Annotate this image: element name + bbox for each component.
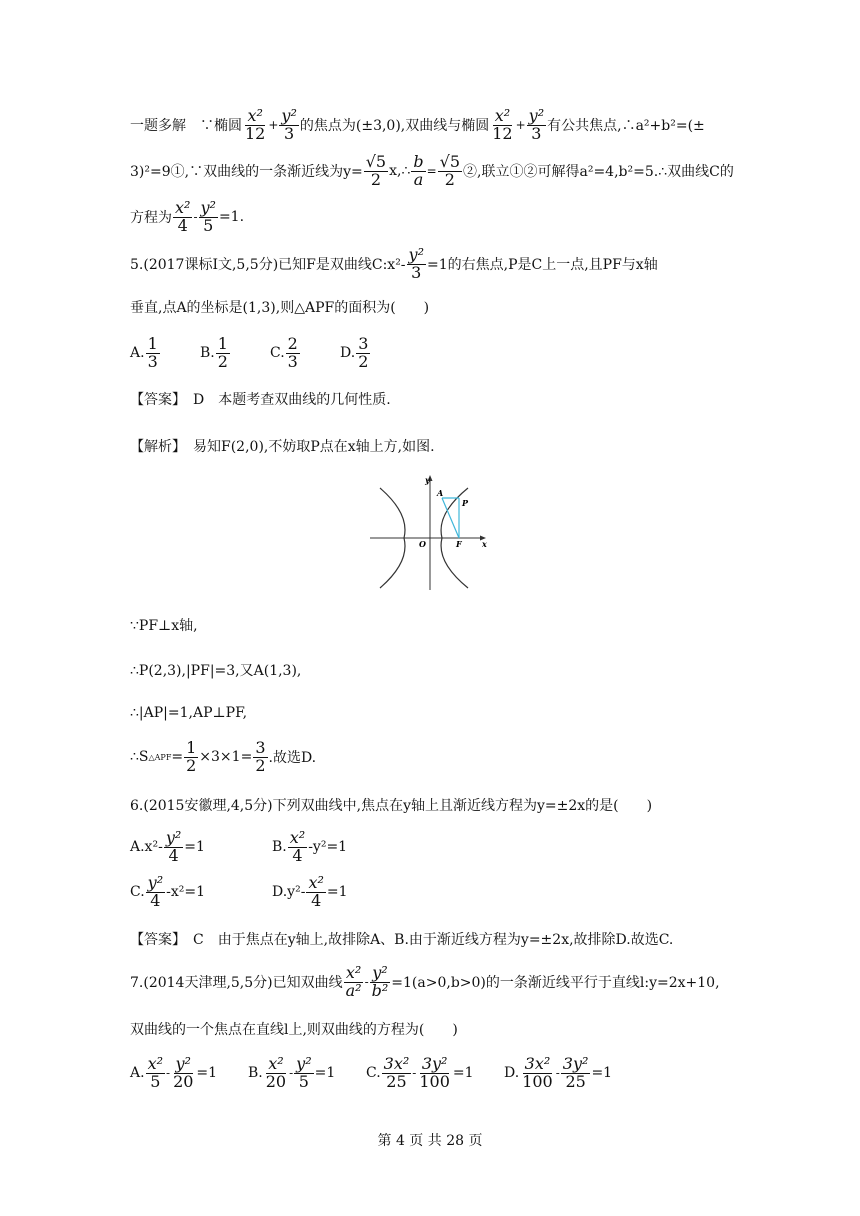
frac-x2-12: $\frac{\text{x²}}{12}$ [245, 106, 266, 143]
label-y: y [425, 475, 430, 485]
q6-stem: 6.(2015安徽理,4,5分)下列双曲线中,焦点在y轴上且渐近线方程为y=±2x的是( ) [130, 798, 653, 814]
q7-stem-line-1: 7.(2014天津理,5,5分)已知双曲线 $\frac{\text{x²}}{\text{a²}}$ - $\frac{\text{y²}}{\text{b²}}$ =1(a>0,b>0)的一条渐近线平行于直线l:y=2x+10, [130, 963, 720, 1000]
q7-options [130, 1056, 612, 1091]
q5-stem-line-1: 5.(2017课标Ⅰ文,5,5分)已知F是双曲线C:x²- $\frac{\text{y²}}{3}$ =1的右焦点,P是C上一点,且PF与x轴 [130, 245, 658, 282]
label-o: O [419, 539, 426, 549]
q6-option-a: A.x²- $\frac{\text{y²}}{4}$ =1 [130, 828, 205, 865]
label-f: F [456, 539, 462, 549]
label-a: A [437, 488, 444, 498]
intro-line-3: 方程为 $\frac{\text{x²}}{4}$ - $\frac{\text{y²}}{5}$ =1. [130, 198, 245, 235]
q5-answer: 【答案】 D 本题考查双曲线的几何性质. [130, 392, 391, 408]
q5-step-4: ∴S △APF = $\frac{1}{2}$ ×3×1= $\frac{3}{2}$ .故选D. [130, 738, 317, 775]
page-footer: 第 4 页 共 28 页 [377, 1133, 483, 1149]
q6-options-row-2 [130, 875, 348, 910]
q5-step-1: ∵PF⊥x轴, [130, 618, 198, 634]
q5-stem-line-2: 垂直,点A的坐标是(1,3),则△APF的面积为( ) [130, 300, 430, 316]
triangle-apf [442, 498, 459, 538]
q6-option-c: C. $\frac{\text{y²}}{4}$ -x²=1 [130, 873, 206, 910]
q7-stem-line-2: 双曲线的一个焦点在直线l上,则双曲线的方程为( ) [130, 1022, 458, 1038]
q5-step-2: ∴P(2,3),|PF|=3,又A(1,3), [130, 663, 302, 679]
q5-option-a: A. $\frac{1}{3}$ [130, 334, 158, 371]
q6-options-row-1 [130, 830, 347, 865]
intro-line-1: 一题多解 ∵椭圆 $\frac{\text{x²}}{12}$ + $\frac{\text{y²}}{3}$ 的焦点为(±3,0),双曲线与椭圆 $\frac{\text{x²}}{12}$ + $\frac{\text{y²}}{3}$ 有公共焦点,∴a²+b²=(± [130, 106, 705, 143]
q7-option-a: A. $\frac{\text{x²}}{5}$ - $\frac{\text{y²}}{20}$ =1 [130, 1054, 218, 1091]
hyperbola-figure [368, 470, 494, 592]
q5-step-3: ∴|AP|=1,AP⊥PF, [130, 705, 248, 721]
intro-line-2: 3)²=9①,∵双曲线的一条渐近线为y= $\frac{√5}{2}$ x,∴ $\frac{b}{a}$ = $\frac{√5}{2}$ ②,联立①②可解得a²=4,b²=5.∴双曲线C的 [130, 152, 734, 189]
q6-answer: 【答案】 C 由于焦点在y轴上,故排除A、B.由于渐近线方程为y=±2x,故排除D.故选C. [130, 932, 674, 948]
q6-option-b: B. $\frac{\text{x²}}{4}$ -y²=1 [272, 828, 348, 865]
q7-option-b: B. $\frac{\text{x²}}{20}$ - $\frac{\text{y²}}{5}$ =1 [248, 1054, 336, 1091]
q7-option-d: D. $\frac{\text{3x²}}{100}$ - $\frac{\text{3y²}}{25}$ =1 [504, 1054, 613, 1091]
frac-y2-3: $\frac{\text{y²}}{3}$ [281, 106, 297, 143]
q5-option-c: C. $\frac{2}{3}$ [270, 334, 298, 371]
q6-option-d: D.y²- $\frac{\text{x²}}{4}$ =1 [272, 873, 348, 910]
label-x: x [482, 539, 487, 549]
q5-option-d: D. $\frac{3}{2}$ [340, 334, 369, 371]
q5-options [130, 336, 410, 371]
label-p: P [462, 498, 469, 508]
q7-option-c: C. $\frac{\text{3x²}}{25}$ - $\frac{\text{3y²}}{100}$ =1 [366, 1054, 474, 1091]
q5-option-b: B. $\frac{1}{2}$ [200, 334, 228, 371]
q5-analysis: 【解析】 易知F(2,0),不妨取P点在x轴上方,如图. [130, 439, 435, 455]
